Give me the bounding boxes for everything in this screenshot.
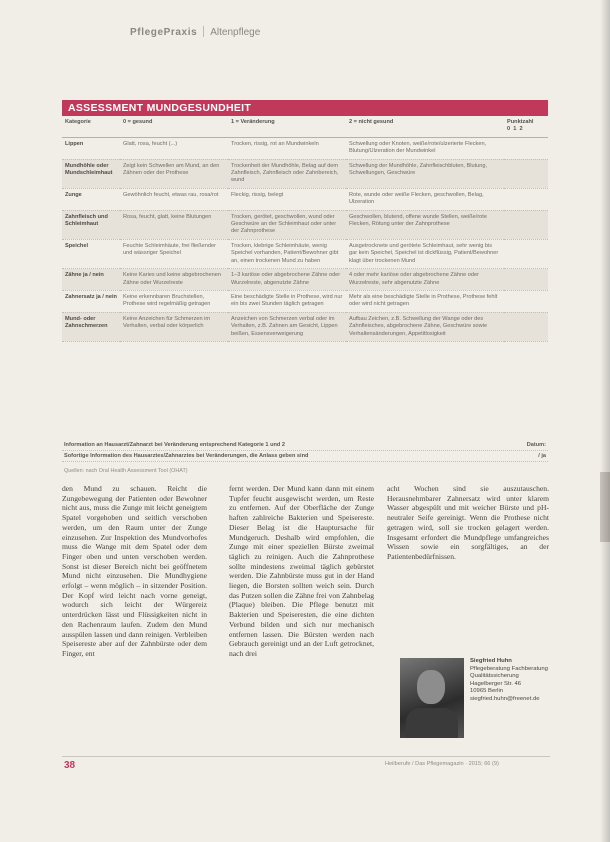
- note-text: Sofortige Information des Hausarztes/Zahnarztes bei Veränderungen, die Anlass geben sind: [64, 453, 309, 459]
- note-row: [62, 451, 548, 462]
- score-cell[interactable]: [504, 239, 548, 268]
- row-cell: Keine Karies und keine abgebrochenen Zähne oder Wurzelreste: [120, 269, 228, 291]
- column-header-unhealthy: 2 = nicht gesund: [346, 116, 504, 137]
- row-cell: Rote, wunde oder weiße Flecken, geschwollen, Belag, Ulzeration: [346, 188, 504, 210]
- score-cell[interactable]: [504, 210, 548, 239]
- shirt-shape: [406, 708, 458, 738]
- table-source: Quellen: nach Oral Health Assessment Tool (OHAT): [64, 468, 188, 474]
- row-category: Speichel: [62, 239, 120, 268]
- table-row: [62, 269, 548, 291]
- note-row: [62, 440, 548, 451]
- footer-rule: [62, 756, 550, 757]
- assessment-table: [62, 116, 548, 342]
- row-category: Zahnfleisch und Schleimhaut: [62, 210, 120, 239]
- assessment-rows: [62, 137, 548, 341]
- table-row: [62, 137, 548, 159]
- note-text: Information an Hausarzt/Zahnarzt bei Veränderung entsprechend Kategorie 1 und 2: [64, 442, 285, 448]
- row-cell: Trockenheit der Mundhöhle, Belag auf dem Zahnfleisch, Zahnfleisch oder Zahnbereich, wund: [228, 159, 346, 188]
- row-cell: Feuchte Schleimhäute, frei fließender und wässriger Speichel: [120, 239, 228, 268]
- row-cell: Trocken, klebrige Schleimhäute, wenig Speichel vorhanden, Patient/Bewohner gibt an, einen trockenen Mund zu haben: [228, 239, 346, 268]
- row-cell: Geschwollen, blutend, offene wunde Stellen, weiße/rote Flecken, Rötung unter der Zahnprothese: [346, 210, 504, 239]
- score-option-2: 2: [519, 126, 523, 133]
- article-column-3: acht Wochen sind sie auszutauschen. Herausnehmbarer Zahnersatz wird unter klarem Wasser abgespült und mit weicher Bürste und pH-neutraler Seife gereinigt. Wenn die Prothese nicht getragen wird, soll sie trocken gelagert werden. Insgesamt erfordert die Mundpflege umfangreiches Wissen sowie ein sorgfältiges, an der Patientenbedürfnissen.: [387, 484, 549, 561]
- row-category: Zahnersatz ja / nein: [62, 290, 120, 312]
- score-label: Punktzahl: [507, 119, 534, 125]
- score-cell[interactable]: [504, 312, 548, 341]
- column-header-category: Kategorie: [62, 116, 120, 137]
- row-category: Mund- oder Zahnschmerzen: [62, 312, 120, 341]
- score-cell[interactable]: [504, 159, 548, 188]
- column-header-healthy: 0 = gesund: [120, 116, 228, 137]
- row-cell: Keine Anzeichen für Schmerzen im Verhalten, verbal oder körperlich: [120, 312, 228, 341]
- score-cell[interactable]: [504, 188, 548, 210]
- column-header-score: [504, 116, 548, 137]
- author-photo: [400, 658, 464, 738]
- row-cell: 4 oder mehr kariöse oder abgebrochene Zähne oder Wurzelreste, sehr abgenutzte Zähne: [346, 269, 504, 291]
- row-cell: Schwellung der Mundhöhle, Zahnfleischbluten, Blutung, Schwellungen, Geschwüre: [346, 159, 504, 188]
- row-cell: Mehr als eine beschädigte Stelle in Prothese, Prothese fehlt oder wird nicht getragen: [346, 290, 504, 312]
- score-cell[interactable]: [504, 137, 548, 159]
- author-line: Hagelberger Str. 46: [470, 680, 522, 687]
- row-cell: Aufbau Zeichen, z.B. Schwellung der Wange oder des Zahnfleisches, abgebrochene Zähne, Geschwüre sowie Verhaltensänderungen, Appetitlosigkeit: [346, 312, 504, 341]
- author-box: [400, 658, 550, 746]
- row-category: Mundhöhle oder Mundschleimhaut: [62, 159, 120, 188]
- note-right: / ja: [538, 453, 546, 459]
- row-cell: Keine erkennbaren Bruchstellen, Prothese wird regelmäßig getragen: [120, 290, 228, 312]
- header-divider: [203, 26, 204, 37]
- score-cell[interactable]: [504, 269, 548, 291]
- author-email[interactable]: siegfried.huhn@freenet.de: [470, 695, 540, 702]
- assessment-notes: [62, 440, 548, 462]
- row-cell: Eine beschädigte Stelle in Prothese, wird nur ein bis zwei Stunden täglich getragen: [228, 290, 346, 312]
- note-right: Datum:: [526, 442, 546, 448]
- row-cell: Fleckig, rissig, belegt: [228, 188, 346, 210]
- score-option-1: 1: [513, 126, 517, 133]
- row-cell: Anzeichen von Schmerzen verbal oder im Verhalten, z.B. Zahnen am Gesicht, Lippen beißen, Essensverweigerung: [228, 312, 346, 341]
- magazine-brand: PflegePraxis: [130, 27, 198, 38]
- score-option-0: 0: [507, 126, 511, 133]
- column-header-change: 1 = Veränderung: [228, 116, 346, 137]
- row-cell: Trocken, gerötet, geschwollen, wund oder Geschwüre an der Schleimhaut oder unter der Zahnprothese: [228, 210, 346, 239]
- table-row: [62, 159, 548, 188]
- article-column-2: fernt werden. Der Mund kann dann mit einem Tupfer feucht ausgewischt werden, um Reste zu entfernen. Auf der Oberfläche der Zunge haften zahlreiche Bakterien und Speisereste. Dieser Belag ist die Hauptursache für Mundgeruch. Deshalb wird empfohlen, die Zunge mit einer speziellen Bürste zweimal täglich zu reinigen. Auch die Zahnprothese sollte mindestens zweimal täglich gebürstet werden. Die Zahnbürste muss gut in der Hand liegen, die Borsten sollten weich sein. Durch das Putzen sollen die Zähne frei von Zahnbelag (Plaque) bleiben. Die Pflege benutzt mit Bakterien und Speiseresten, die eine dichten Verbund bilden und sich nur mechanisch entfernen lassen. Die Bürsten werden nach Gebrauch gereinigt und an der Luft getrocknet, nach drei: [229, 484, 374, 658]
- section-label: Altenpflege: [210, 27, 261, 38]
- table-row: [62, 239, 548, 268]
- table-row: [62, 210, 548, 239]
- table-row: [62, 188, 548, 210]
- row-cell: Gewöhnlich feucht, etwas rau, rosa/rot: [120, 188, 228, 210]
- row-category: Zähne ja / nein: [62, 269, 120, 291]
- face-shape: [417, 670, 445, 704]
- table-row: [62, 312, 548, 341]
- running-header: [130, 26, 260, 38]
- row-category: Zunge: [62, 188, 120, 210]
- assessment-title: ASSESSMENT MUNDGESUNDHEIT: [62, 100, 548, 116]
- author-line: Pflegeberatung Fachberatung Qualitätssicherung: [470, 665, 548, 680]
- journal-footer: Heilberufe / Das Pflegemagazin · 2015; 66 (9): [385, 761, 499, 767]
- row-cell: Ausgetrocknete und gerötete Schleimhaut, sehr wenig bis gar kein Speichel, Speichel ist dickflüssig, Patient/Bewohner klagt über trockenen Mund: [346, 239, 504, 268]
- page-number: 38: [64, 760, 76, 771]
- row-cell: Zeigt kein Schwellen am Mund, an den Zähnen oder der Prothese: [120, 159, 228, 188]
- row-cell: Glatt, rosa, feucht (...): [120, 137, 228, 159]
- row-cell: Trocken, rissig, rot an Mundwinkeln: [228, 137, 346, 159]
- row-cell: 1–3 kariöse oder abgebrochene Zähne oder Wurzelreste, abgenutzte Zähne: [228, 269, 346, 291]
- row-category: Lippen: [62, 137, 120, 159]
- author-name: Siegfried Huhn: [470, 658, 512, 664]
- row-cell: Schwellung oder Knoten, weiße/rote/ulzerierte Flecken, Blutung/Ulzeration der Mundwinkel: [346, 137, 504, 159]
- assessment-box: [62, 100, 548, 465]
- author-info: [470, 658, 552, 704]
- row-cell: Rosa, feucht, glatt, keine Blutungen: [120, 210, 228, 239]
- table-row: [62, 290, 548, 312]
- author-line: 10965 Berlin: [470, 688, 504, 695]
- article-column-1: den Mund zu schauen. Reicht die Zungebewegung der Patienten oder Bewohner nicht aus, muss die Zunge mit leicht geneigtem Spatel vorgehoben und seitlich verschoben werden, um den Raum unter der Zunge einzusehen. Zur Inspektion des Mundvorhofes muss die Wange mit dem Spatel oder dem Finger oben und unten verschoben werden. Sonst ist dieser Bereich nicht bei geöffnetem Mund nicht einzusehen. Die Mundhygiene erfolgt – wenn möglich – in sitzender Position. Der Kopf wird leicht nach vorne geneigt, wodurch sich leicht der Würgereiz unterdrücken lässt und Flüssigkeiten nicht in den Rachenraum laufen. Zudem den Mund ausspülen lassen und dann reinigen. Verbleiben Speisereste aber auf der Zahnbürste oder dem Finger, ent: [62, 484, 207, 658]
- score-cell[interactable]: [504, 290, 548, 312]
- side-tab-marker: [600, 472, 610, 542]
